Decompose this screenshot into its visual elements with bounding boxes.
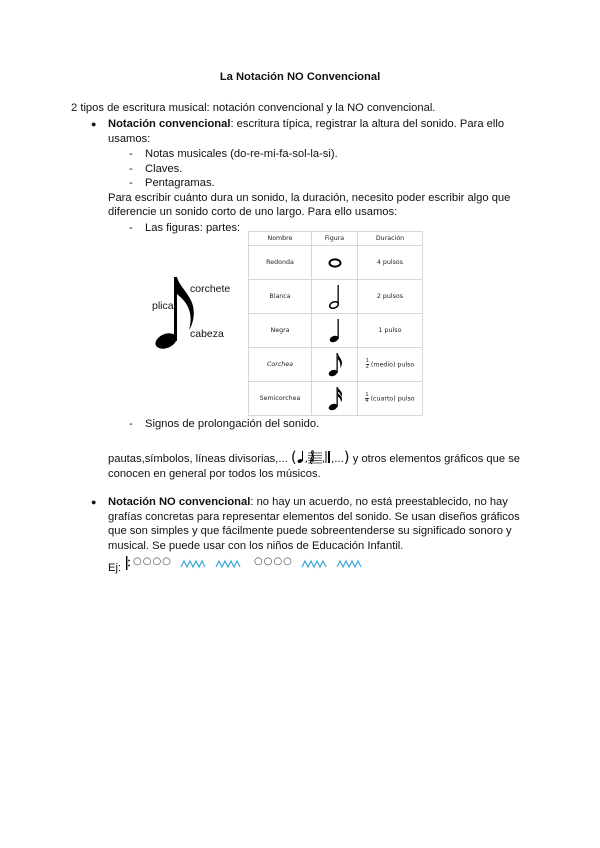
table-row <box>249 280 423 314</box>
list-dash: - <box>129 163 133 175</box>
list-dash: - <box>129 418 133 430</box>
whole-note-icon <box>328 258 342 268</box>
circle-sequence: ○○○○ <box>254 556 293 567</box>
figure-name: Redonda <box>249 246 312 280</box>
table-header: Duración <box>358 232 423 246</box>
duration-line1: Para escribir cuánto dura un sonido, la duración, necesito poder escribir algo que <box>108 192 511 204</box>
symbols-line2: conocen en general por todos los músicos. <box>108 468 321 480</box>
wave-sequence-icon <box>180 559 242 569</box>
figure-name: Semicorchea <box>249 382 312 416</box>
sixteenth-note-icon <box>327 386 343 412</box>
eighth-note-icon <box>327 352 343 378</box>
conventional-line1 <box>108 117 504 132</box>
quarter-note-diagram-icon <box>153 277 194 352</box>
conventional-line2: usamos: <box>108 133 151 145</box>
list-dash: - <box>129 222 133 234</box>
bullet-non-conventional: ● <box>91 497 97 507</box>
table-row <box>249 348 423 382</box>
non-conventional-line4: musical. Se puede usar con los niños de Educación Infantil. <box>108 540 404 552</box>
fraction: $\frac{1}{2}$ <box>365 358 369 370</box>
figure-name: Blanca <box>249 280 312 314</box>
figure-duration: (medio) pulso <box>370 361 415 369</box>
table-header: Nombre <box>249 232 312 246</box>
quarter-note-icon <box>328 318 342 344</box>
page-title: La Notación NO Convencional <box>219 71 381 83</box>
symbols-line1 <box>108 450 520 468</box>
half-note-icon <box>328 284 342 310</box>
list-item-notes: Notas musicales (do-re-mi-fa-sol-la-si). <box>145 148 338 160</box>
symbols-text-end: y otros elementos gráficos que se <box>352 453 521 465</box>
symbols-group: ( , , ,...) <box>290 448 350 466</box>
figure-duration-cell <box>358 382 423 416</box>
list-item-claves: Claves. <box>145 163 183 175</box>
wave-sequence-icon <box>301 559 363 569</box>
table-row <box>249 314 423 348</box>
duration-line2: diferencie un sonido corto de uno largo. Para ello usamos: <box>108 206 398 218</box>
figure-name: Negra <box>249 314 312 348</box>
list-item-pentagramas: Pentagramas. <box>145 177 215 189</box>
non-conventional-line3: que son simples y que fácilmente puede sobreentenderse su significado sonoro y <box>108 525 512 537</box>
list-dash: - <box>129 177 133 189</box>
circle-sequence: ○○○○ <box>133 556 172 567</box>
non-conventional-text: : no hay un acuerdo, no está preestablecido, no hay <box>250 496 508 508</box>
table-header: Figura <box>312 232 358 246</box>
quarter-note-symbol-icon <box>297 450 305 464</box>
figures-item: Las figuras: partes: <box>145 222 241 234</box>
figure-duration: 1 pulso <box>358 314 423 348</box>
label-plica: plica <box>152 300 174 312</box>
fraction: $\frac{1}{4}$ <box>365 392 369 404</box>
label-cabeza: cabeza <box>190 328 224 340</box>
figure-duration-cell <box>358 348 423 382</box>
non-conventional-line1 <box>108 495 508 510</box>
figure-duration: 4 pulsos <box>358 246 423 280</box>
symbols-text-start: pautas,símbolos, líneas divisorias,... <box>108 453 288 465</box>
table-row <box>249 382 423 416</box>
non-conventional-heading: Notación NO convencional <box>108 496 251 508</box>
non-conventional-line2: grafías concretas para representar elementos del sonido. Se usan diseños gráficos <box>108 511 520 523</box>
figures-table <box>248 231 423 416</box>
list-dash: - <box>129 148 133 160</box>
intro-text: 2 tipos de escritura musical: notación convencional y la NO convencional. <box>71 102 436 114</box>
prolongation-item: Signos de prolongación del sonido. <box>145 418 320 430</box>
conventional-text: : escritura típica, registrar la altura del sonido. Para ello <box>230 118 505 130</box>
figure-name: Corchea <box>249 348 312 382</box>
table-row <box>249 246 423 280</box>
start-repeat-barline-icon <box>126 556 130 570</box>
label-corchete: corchete <box>190 283 231 295</box>
figure-duration: 2 pulsos <box>358 280 423 314</box>
example-label: Ej: <box>108 562 122 574</box>
bullet-conventional: ● <box>91 119 97 129</box>
treble-clef-staff-icon <box>308 450 322 464</box>
conventional-heading: Notación convencional <box>108 118 231 130</box>
table-header-row <box>249 232 423 246</box>
figure-duration: (cuarto) pulso <box>370 395 415 403</box>
